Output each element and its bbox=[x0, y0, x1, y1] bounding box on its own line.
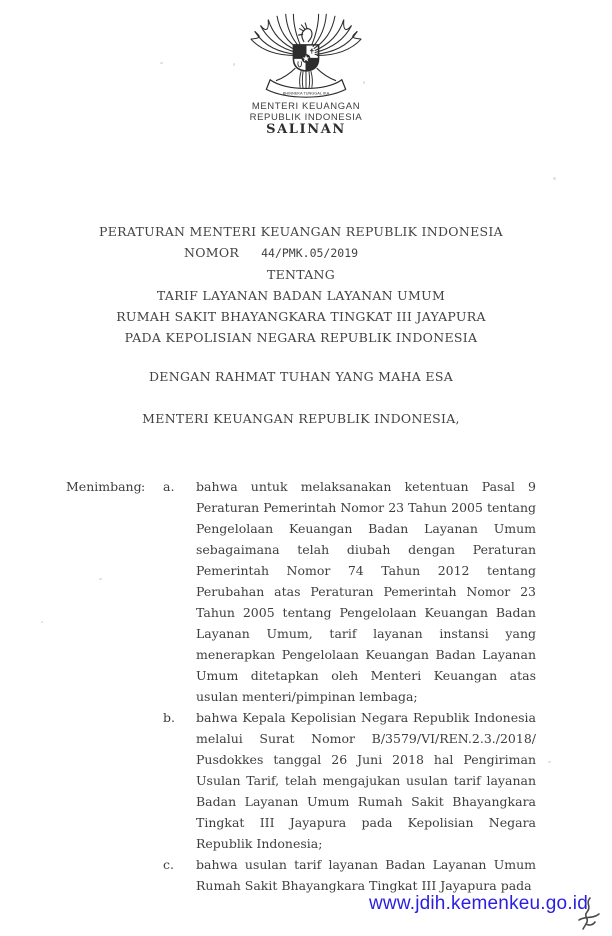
emblem-banner-text: BHINNEKA TUNGGAL IKA bbox=[282, 90, 330, 96]
garuda-emblem-drawing bbox=[242, 10, 370, 102]
considerations-colon: : bbox=[141, 479, 146, 494]
item-marker: b. bbox=[163, 710, 175, 725]
issuer-line: MENTERI KEUANGAN REPUBLIK INDONESIA, bbox=[142, 411, 460, 426]
subject-line2: RUMAH SAKIT BHAYANGKARA TINGKAT III JAYAPURA bbox=[116, 309, 486, 324]
scan-speck bbox=[548, 761, 551, 763]
regulation-title-block bbox=[0, 221, 602, 348]
item-marker: a. bbox=[163, 479, 175, 494]
considerations-items bbox=[163, 476, 536, 896]
item-text: bahwa Kepala Kepolisian Negara Republik Indonesia melalui Surat Nomor B/3579/VI/REN.2.3./2018/ Pusdokkes tanggal 26 Juni 2018 hal Pengiriman Usulan Tarif, telah mengajukan usulan tarif layanan Badan Layanan Umum Rumah Sakit Bhayangkara Tingkat III Jayapura pada Kepolisian Negara Republik Indonesia; bbox=[196, 710, 536, 851]
handwritten-initial-mark bbox=[576, 896, 602, 934]
regulation-title-line1: PERATURAN MENTERI KEUANGAN REPUBLIK INDONESIA bbox=[99, 224, 503, 239]
salinan-label: SALINAN bbox=[266, 122, 346, 137]
item-text: bahwa usulan tarif layanan Badan Layanan Umum Rumah Sakit Bhayangkara Tingkat III Jayapura pada bbox=[196, 857, 536, 893]
garuda-pancasila-emblem bbox=[242, 10, 370, 102]
nomor-label: NOMOR bbox=[183, 245, 240, 260]
item-marker: c. bbox=[163, 857, 174, 872]
jdih-watermark: www.jdih.kemenkeu.go.id bbox=[369, 893, 588, 914]
ministry-line2: REPUBLIK INDONESIA bbox=[249, 112, 363, 123]
scan-speck bbox=[41, 621, 43, 623]
scan-speck bbox=[233, 63, 235, 66]
scan-speck bbox=[363, 81, 365, 84]
consideration-item-c bbox=[163, 854, 536, 896]
consideration-item-b bbox=[163, 707, 536, 854]
nomor-value: 44/PMK.05/2019 bbox=[261, 246, 359, 260]
item-text: bahwa untuk melaksanakan ketentuan Pasal 9 Peraturan Pemerintah Nomor 23 Tahun 2005 tentang Pengelolaan Keuangan Badan Layanan Umum sebagaimana telah diubah dengan Peraturan Pemerintah Nomor 74 Tahun 2012 tentang Perubahan atas Peraturan Pemerintah Nomor 23 Tahun 2005 tentang Pengelolaan Keuangan Badan Layanan Umum, tarif layanan instansi yang menerapkan Pengelolaan Keuangan Badan Layanan Umum ditetapkan oleh Menteri Keuangan atas usulan menteri/pimpinan lembaga; bbox=[196, 479, 536, 704]
scan-speck bbox=[99, 578, 102, 580]
considerations-section bbox=[66, 476, 536, 896]
consideration-item-a bbox=[163, 476, 536, 707]
tentang-label: TENTANG bbox=[266, 267, 336, 282]
subject-line3: PADA KEPOLISIAN NEGARA REPUBLIK INDONESIA bbox=[124, 330, 478, 345]
considerations-label: Menimbang bbox=[66, 479, 142, 494]
ministry-line1: MENTERI KEUANGAN bbox=[251, 101, 361, 112]
subject-line1: TARIF LAYANAN BADAN LAYANAN UMUM bbox=[156, 288, 446, 303]
invocation-line: DENGAN RAHMAT TUHAN YANG MAHA ESA bbox=[148, 369, 454, 384]
regulation-number-line bbox=[0, 242, 572, 264]
scan-speck bbox=[553, 177, 556, 180]
scan-speck bbox=[160, 62, 163, 64]
ministry-header bbox=[0, 101, 612, 123]
